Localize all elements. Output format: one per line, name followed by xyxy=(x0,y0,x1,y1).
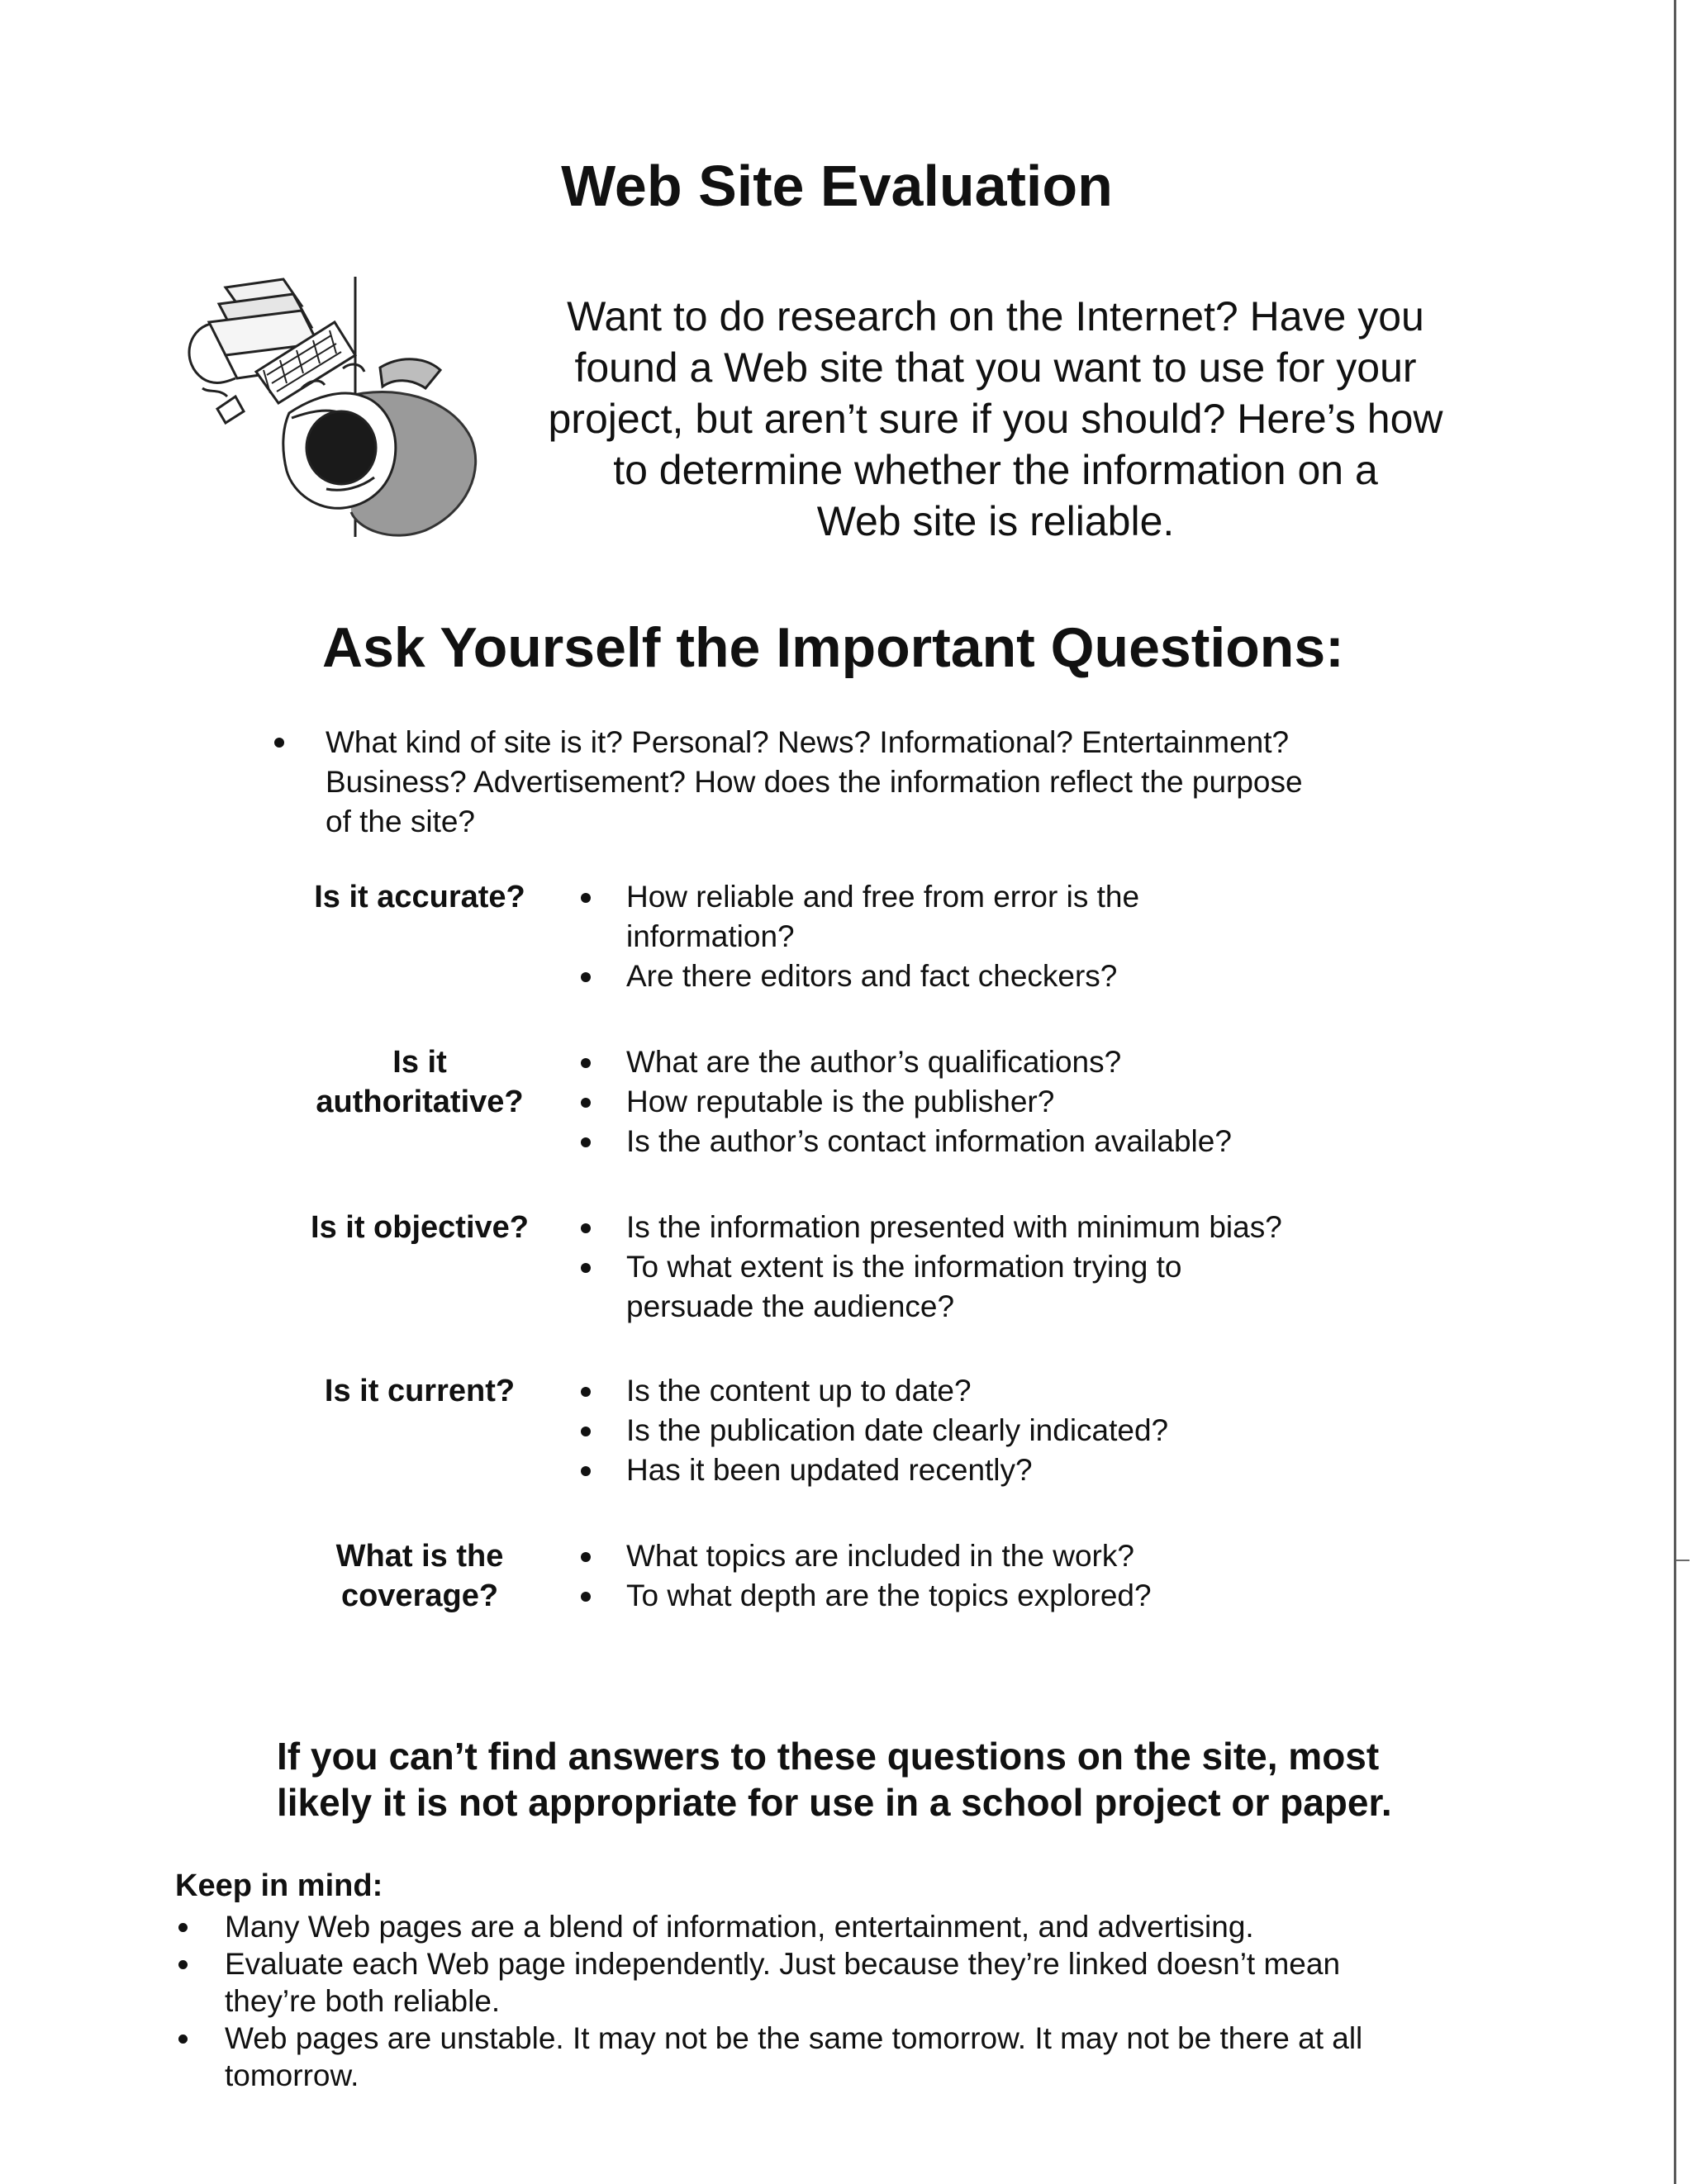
question-label-line: Is it current? xyxy=(324,1374,516,1408)
list-item xyxy=(175,1908,1580,1945)
bullet-icon xyxy=(581,893,591,903)
question-item xyxy=(570,1576,1479,1616)
intro-line: found a Web site that you want to use for your xyxy=(574,344,1417,391)
question-label-line: coverage? xyxy=(340,1579,499,1613)
bullet-icon xyxy=(581,1552,591,1562)
question-item xyxy=(570,1042,1479,1082)
list-item-line: tomorrow. xyxy=(225,2058,359,2092)
question-label-line: Is it objective? xyxy=(311,1210,529,1245)
question-item-line: persuade the audience? xyxy=(626,1289,955,1323)
question-item xyxy=(570,1122,1479,1161)
question-item xyxy=(570,1536,1479,1576)
bullet-icon xyxy=(581,1466,591,1476)
list-item-line: Many Web pages are a blend of information, entertainment, and advertising. xyxy=(225,1910,1254,1944)
question-item-line: How reputable is the publisher? xyxy=(626,1085,1055,1118)
bullet-icon xyxy=(581,1137,591,1147)
question-item-line: information? xyxy=(626,919,795,953)
question-items-objective xyxy=(570,1208,1479,1327)
bullet-line: What kind of site is it? Personal? News? Informational? Entertainment? xyxy=(326,725,1290,759)
conclusion-line: If you can’t find answers to these questions on the site, most xyxy=(277,1735,1380,1778)
question-item-line: What are the author’s qualifications? xyxy=(626,1045,1122,1079)
person-at-computer-icon xyxy=(178,273,487,541)
bullet-icon xyxy=(581,972,591,982)
question-label-line: Is it accurate? xyxy=(314,880,525,914)
bullet-line: Business? Advertisement? How does the information reflect the purpose xyxy=(326,765,1303,799)
keep-in-mind-heading: Keep in mind: xyxy=(175,1868,383,1903)
question-item xyxy=(570,1450,1479,1490)
list-item-line: they’re both reliable. xyxy=(225,1984,501,2018)
question-item xyxy=(570,1082,1479,1122)
bullet-icon xyxy=(178,2034,188,2044)
bullet-icon xyxy=(581,1098,591,1108)
question-items-authoritative xyxy=(570,1042,1479,1161)
question-label-authoritative xyxy=(288,1042,552,1122)
scan-page-edge xyxy=(1674,0,1676,2184)
question-item-line: Has it been updated recently? xyxy=(626,1453,1033,1487)
question-item-line: Is the author’s contact information available? xyxy=(626,1124,1232,1158)
question-item-line: To what depth are the topics explored? xyxy=(626,1579,1152,1612)
question-label-line: authoritative? xyxy=(316,1085,524,1119)
bullet-icon xyxy=(178,1923,188,1932)
question-label-coverage xyxy=(288,1536,552,1616)
question-item-line: What topics are included in the work? xyxy=(626,1539,1134,1573)
question-item-line: Is the publication date clearly indicated? xyxy=(626,1413,1169,1447)
question-item-line: Are there editors and fact checkers? xyxy=(626,959,1118,993)
page-title: Web Site Evaluation xyxy=(561,154,1113,218)
intro-paragraph xyxy=(504,291,1487,547)
bullet-icon xyxy=(274,738,284,748)
question-item xyxy=(570,1208,1479,1247)
question-label-accurate xyxy=(288,877,552,917)
conclusion-statement xyxy=(277,1733,1516,1826)
keep-in-mind-list xyxy=(175,1908,1580,2094)
bullet-icon xyxy=(581,1263,591,1273)
bullet-icon xyxy=(581,1223,591,1233)
bullet-icon xyxy=(581,1592,591,1602)
question-item-line: Is the information presented with minimum bias? xyxy=(626,1210,1282,1244)
question-items-accurate xyxy=(570,877,1479,996)
question-item-line: Is the content up to date? xyxy=(626,1374,972,1408)
list-item-line: Evaluate each Web page independently. Just because they’re linked doesn’t mean xyxy=(225,1947,1341,1981)
bullet-icon xyxy=(581,1058,591,1068)
question-item xyxy=(570,1247,1479,1327)
bullet-line: of the site? xyxy=(326,805,476,838)
section-heading: Ask Yourself the Important Questions: xyxy=(322,616,1344,679)
question-item xyxy=(570,1411,1479,1450)
question-item-line: How reliable and free from error is the xyxy=(626,880,1140,914)
question-item xyxy=(570,1371,1479,1411)
intro-line: project, but aren’t sure if you should? Here’s how xyxy=(548,396,1443,442)
list-item xyxy=(175,2020,1580,2094)
question-items-coverage xyxy=(570,1536,1479,1616)
intro-line: Want to do research on the Internet? Have you xyxy=(567,293,1424,339)
bullet-icon xyxy=(581,1427,591,1436)
bullet-icon xyxy=(178,1960,188,1969)
intro-line: to determine whether the information on a xyxy=(613,447,1378,493)
bullet-icon xyxy=(581,1387,591,1397)
question-label-current xyxy=(288,1371,552,1411)
list-item-line: Web pages are unstable. It may not be the same tomorrow. It may not be there at all xyxy=(225,2021,1363,2055)
intro-line: Web site is reliable. xyxy=(816,498,1175,544)
question-item xyxy=(570,877,1479,957)
question-item xyxy=(570,957,1479,996)
question-items-current xyxy=(570,1371,1479,1490)
scan-edge-mark xyxy=(1676,1560,1690,1561)
question-label-line: What is the xyxy=(335,1539,504,1574)
question-label-line: Is it xyxy=(392,1045,447,1080)
conclusion-line: likely it is not appropriate for use in a school project or paper. xyxy=(277,1781,1392,1824)
question-label-objective xyxy=(288,1208,552,1247)
list-item xyxy=(175,1945,1580,2020)
question-item-line: To what extent is the information trying to xyxy=(626,1250,1182,1284)
